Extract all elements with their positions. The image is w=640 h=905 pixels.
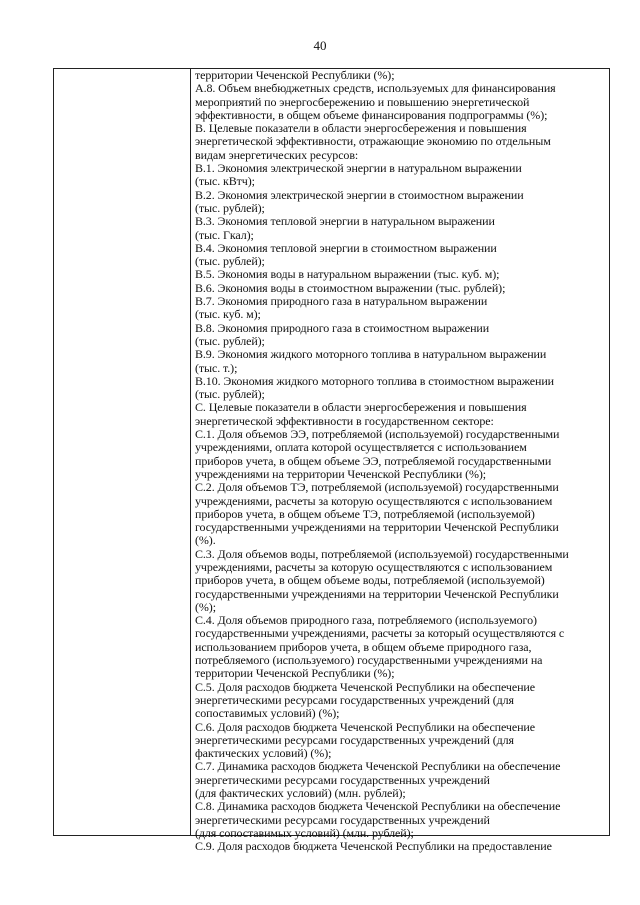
text-line: С.7. Динамика расходов бюджета Чеченской Республики на обеспечение [195,759,561,774]
text-line: энергетическими ресурсами государственных учреждений [195,812,490,827]
text-line: территории Чеченской Республики (%); [195,68,395,82]
text-line: В.1. Экономия электрической энергии в натуральном выражении [195,161,522,176]
text-line: (%). [195,533,216,548]
text-line: эффективности, в общем объеме финансирования подпрограммы (%); [195,107,548,122]
text-line: потребляемого (используемого) государственными учреждениями на [195,653,543,668]
text-line: учреждениями, расчеты за которую осуществляются с использованием [195,559,553,574]
text-line: С.8. Динамика расходов бюджета Чеченской Республики на обеспечение [195,799,561,814]
text-line: приборов учета, в общем объеме воды, потребляемой (используемой) [195,573,545,588]
text-line: В.5. Экономия воды в натуральном выражении (тыс. куб. м); [195,267,500,282]
text-line: учреждениями, оплата которой осуществляется с использованием [195,440,527,455]
text-line: сопоставимых условий) (%); [195,706,340,721]
text-line: В.6. Экономия воды в стоимостном выражении (тыс. рублей); [195,280,506,295]
text-line: (тыс. рублей); [195,200,265,215]
text-line: С.6. Доля расходов бюджета Чеченской Республики на обеспечение [195,719,535,734]
text-line: (тыс. рублей); [195,387,265,402]
text-line: С.3. Доля объемов воды, потребляемой (используемой) государственными [195,546,569,561]
text-line: территории Чеченской Республики (%); [195,666,395,681]
text-line: использованием приборов учета, в общем объеме природного газа, [195,639,532,654]
text-line: видам энергетических ресурсов: [195,147,359,162]
text-line: А.8. Объем внебюджетных средств, используемых для финансирования [195,81,556,96]
text-line: В.3. Экономия тепловой энергии в натуральном выражении [195,214,495,229]
text-line: В. Целевые показатели в области энергосбережения и повышения [195,121,527,136]
text-line: учреждениями, расчеты за которую осуществляются с использованием [195,493,553,508]
text-line: В.9. Экономия жидкого моторного топлива в натуральном выражении [195,347,547,362]
text-line: (тыс. кВтч); [195,174,255,189]
text-line: приборов учета, в общем объеме ТЭ, потребляемой (используемой) [195,506,535,521]
document-table [53,68,610,854]
text-line: С.2. Доля объемов ТЭ, потребляемой (используемой) государственными [195,480,559,495]
text-line: энергетической эффективности в государственном секторе: [195,413,494,428]
text-line: В.2. Экономия электрической энергии в стоимостном выражении [195,187,524,202]
text-line: С.1. Доля объемов ЭЭ, потребляемой (используемой) государственными [195,427,560,442]
text-line: энергетическими ресурсами государственных учреждений (для [195,732,514,747]
table-right-column [191,68,609,854]
text-line: (тыс. куб. м); [195,307,261,322]
text-line: приборов учета, в общем объеме ЭЭ, потребляемой государственными [195,453,552,468]
text-line: (тыс. Гкал); [195,227,254,242]
text-line: С.9. Доля расходов бюджета Чеченской Республики на предоставление [195,839,552,854]
text-line: мероприятий по энергосбережению и повышению энергетической [195,94,530,109]
text-line: энергетическими ресурсами государственных учреждений (для [195,692,514,707]
text-line: С.4. Доля объемов природного газа, потребляемого (используемого) [195,613,537,628]
text-line: В.10. Экономия жидкого моторного топлива в стоимостном выражении [195,373,554,388]
text-line: государственными учреждениями, расчеты за который осуществляются с [195,626,565,641]
text-line: (%); [195,599,216,614]
text-line: (для фактических условий) (млн. рублей); [195,786,406,801]
text-line: В.8. Экономия природного газа в стоимостном выражении [195,320,490,335]
text-line: фактических условий) (%); [195,746,332,761]
text-line: С.5. Доля расходов бюджета Чеченской Республики на обеспечение [195,679,535,694]
text-line: энергетическими ресурсами государственных учреждений [195,772,490,787]
text-line: (тыс. т.); [195,360,238,375]
page-number: 40 [313,38,327,53]
text-line: С. Целевые показатели в области энергосбережения и повышения [195,400,527,415]
text-line: государственными учреждениями на территории Чеченской Республики [195,520,559,535]
text-line: В.4. Экономия тепловой энергии в стоимостном выражении [195,240,497,255]
text-line: учреждениями на территории Чеченской Республики (%); [195,466,487,481]
table-left-column [54,69,191,835]
text-line: энергетической эффективности, отражающие экономию по отдельным [195,134,551,149]
text-line: государственными учреждениями на территории Чеченской Республики [195,586,559,601]
text-line: В.7. Экономия природного газа в натуральном выражении [195,294,488,309]
text-line: (тыс. рублей); [195,333,265,348]
text-line: (тыс. рублей); [195,254,265,269]
text-line: (для сопоставимых условий) (млн. рублей); [195,825,414,840]
